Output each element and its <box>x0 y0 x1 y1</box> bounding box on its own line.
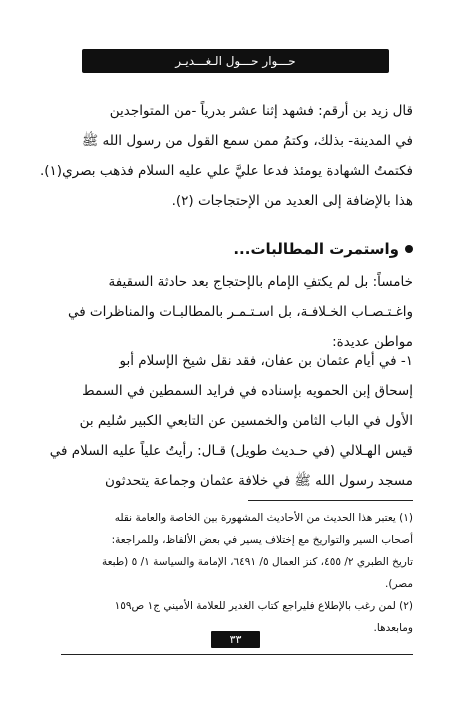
bottom-rule <box>61 654 413 655</box>
text-line: قال زيد بن أرقم: فشهد إثنا عشر بدرياً -من المتواجدين <box>109 103 413 119</box>
footnote-line: ومابعدها. <box>373 622 413 634</box>
text-line: قيس الهـلالي (في حـديث طويل) قـال: رأيتُ علياً عليه السلام في <box>49 443 413 459</box>
running-header <box>82 49 389 73</box>
footnote-line: مصر). <box>385 578 413 590</box>
text-line: واغـتـصـاب الخـلافـة، بل اسـتـمـر بالمطالبـات والمناظرات في <box>67 304 413 320</box>
page-number-box <box>211 631 260 648</box>
footnote-separator <box>248 500 413 501</box>
page-number: ٣٣ <box>229 633 242 646</box>
bullet-icon <box>405 245 413 253</box>
footnotes <box>63 507 413 639</box>
footnote-line: (٢) لمن رغب بالإطلاع فليراجع كتاب الغدير للعلامة الأميني ج١ ص١٥٩ <box>114 600 413 612</box>
text-line: في المدينة- بذلك، وكتمُ ممن سمع القول من رسول الله ﷺ <box>81 133 413 149</box>
text-line: الأول في الباب الثامن والخمسين عن التابعي الكبير سُليم بن <box>79 413 413 429</box>
paragraph-fifth-point <box>63 267 413 357</box>
text-line: إسحاق إبن الحمويه بإسناده في فرايد السمطين في السمط <box>82 383 413 399</box>
text-line: ١- في أيام عثمان بن عفان، فقد نقل شيخ الإسلام أبو <box>119 353 413 369</box>
text-line: فكتمتُ الشهادة يومئذ فدعا عليَّ علي عليه السلام فذهب بصري(١). <box>39 163 413 179</box>
section-heading <box>233 240 413 258</box>
text-line: هذا بالإضافة إلى العديد من الإحتجاجات (٢). <box>171 193 413 209</box>
text-line: مسجد رسول الله ﷺ في خلافة عثمان وجماعة يتحدثون <box>104 473 413 489</box>
section-heading-text: واستمرت المطالبات... <box>233 240 399 258</box>
footnote-line: (١) يعتبر هذا الحديث من الأحاديث المشهورة بين الخاصة والعامة نقله <box>114 512 413 524</box>
footnote-line: أصحاب السير والتواريخ مع إختلاف يسير في بعض الألفاظ، وللمراجعة: <box>111 534 413 546</box>
paragraph-first-instance <box>49 346 413 496</box>
footnote-line: تاريخ الطبري ٢/ ٤٥٥، كنز العمال ٥/ ٦٤٩١، الإمامة والسياسة ١/ ٥ (طبعة <box>101 556 413 568</box>
text-line: خامساً: بل لم يكتفِ الإمام بالإحتجاج بعد حادثة السقيفة <box>108 274 413 290</box>
running-header-title: حـــوار حـــول الـغـــديـر <box>175 54 296 68</box>
paragraph-zaid-testimony <box>39 96 413 216</box>
text-line: مواطن عديدة: <box>332 334 413 350</box>
